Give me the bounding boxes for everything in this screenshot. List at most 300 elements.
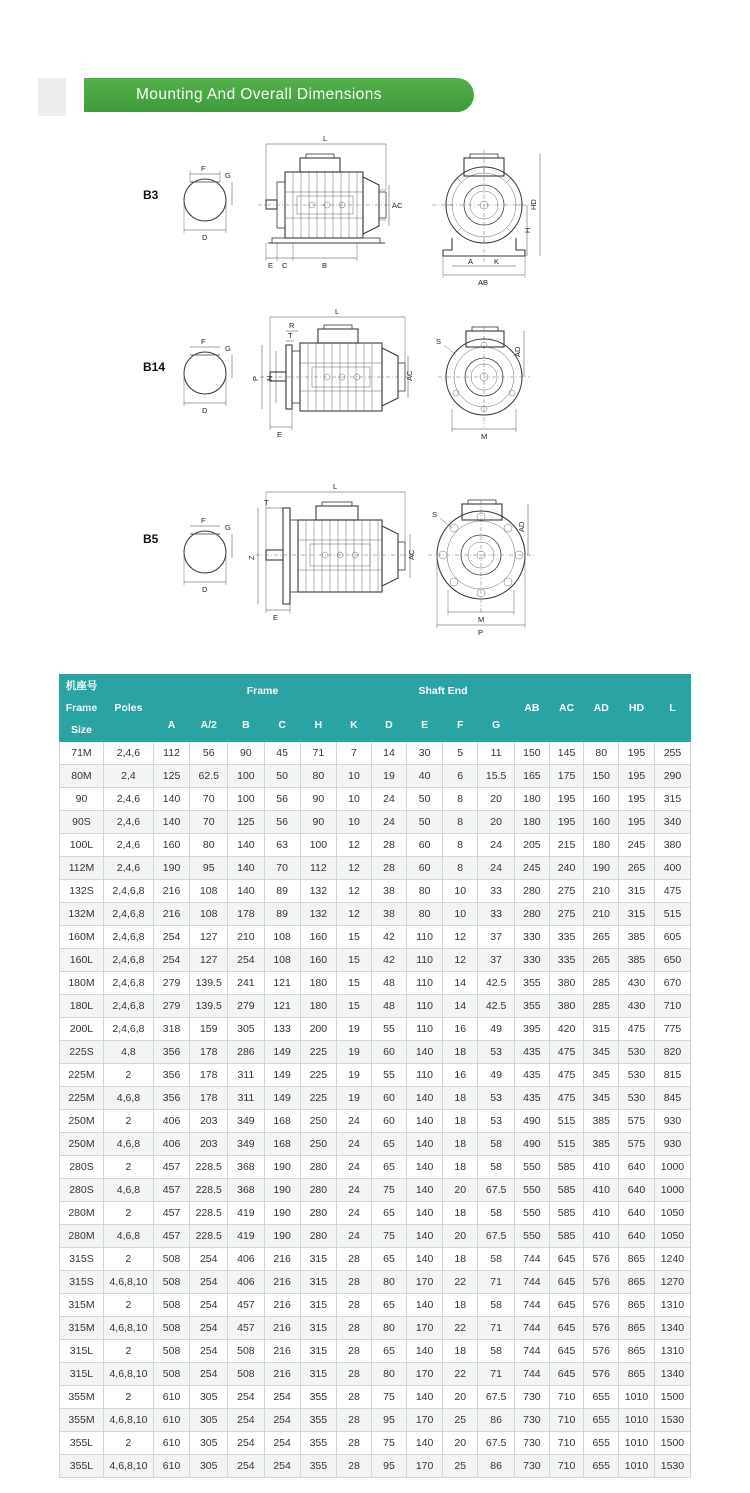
cell-value: 15 [336, 972, 371, 995]
cell-poles: 2,4 [103, 765, 153, 788]
cell-value: 305 [190, 1455, 228, 1478]
cell-value: 250 [300, 1110, 336, 1133]
svg-text:E: E [277, 430, 283, 439]
cell-value: 265 [584, 949, 619, 972]
svg-text:M: M [481, 432, 488, 441]
cell-value: 1000 [654, 1179, 690, 1202]
cell-value: 170 [406, 1455, 442, 1478]
cell-value: 20 [443, 1225, 478, 1248]
cell-value: 20 [443, 1179, 478, 1202]
cell-frame-size: 180L [60, 995, 104, 1018]
cell-value: 640 [619, 1156, 655, 1179]
cell-value: 1050 [654, 1202, 690, 1225]
cell-value: 315 [300, 1294, 336, 1317]
cell-value: 280 [515, 880, 550, 903]
cell-value: 406 [228, 1271, 264, 1294]
cell-value: 127 [190, 926, 228, 949]
cell-value: 80 [300, 765, 336, 788]
cell-value: 60 [406, 834, 442, 857]
col-k: K [336, 708, 371, 742]
table-row [60, 788, 691, 811]
cell-value: 245 [515, 857, 550, 880]
cell-value: 49 [478, 1018, 515, 1041]
cell-value: 159 [190, 1018, 228, 1041]
cell-value: 345 [584, 1041, 619, 1064]
cell-value: 670 [654, 972, 690, 995]
cell-value: 132 [300, 903, 336, 926]
cell-value: 50 [406, 811, 442, 834]
col-hd: HD [619, 675, 655, 742]
cell-value: 610 [153, 1386, 189, 1409]
cell-value: 215 [549, 834, 584, 857]
cell-value: 178 [190, 1087, 228, 1110]
cell-value: 22 [443, 1363, 478, 1386]
cell-value: 195 [549, 811, 584, 834]
cell-value: 419 [228, 1202, 264, 1225]
cell-value: 24 [336, 1225, 371, 1248]
cell-value: 575 [619, 1133, 655, 1156]
cell-value: 240 [549, 857, 584, 880]
cell-value: 203 [190, 1133, 228, 1156]
table-row [60, 1409, 691, 1432]
svg-text:H: H [523, 227, 532, 233]
cell-value: 530 [619, 1087, 655, 1110]
cell-value: 28 [336, 1317, 371, 1340]
cell-value: 65 [371, 1248, 406, 1271]
cell-value: 645 [549, 1317, 584, 1340]
cell-value: 12 [443, 949, 478, 972]
cell-value: 315 [300, 1271, 336, 1294]
cell-value: 585 [549, 1179, 584, 1202]
cell-value: 356 [153, 1087, 189, 1110]
cell-value: 216 [264, 1271, 300, 1294]
cell-poles: 2 [103, 1202, 153, 1225]
figure-b3-label: B3 [143, 188, 159, 202]
cell-value: 216 [264, 1294, 300, 1317]
group-shaft-end: Shaft End [371, 675, 514, 709]
cell-value: 205 [515, 834, 550, 857]
cell-value: 330 [515, 949, 550, 972]
cell-value: 508 [228, 1363, 264, 1386]
cell-value: 655 [584, 1409, 619, 1432]
cell-value: 254 [228, 1386, 264, 1409]
cell-value: 140 [406, 1248, 442, 1271]
svg-text:D: D [202, 406, 208, 415]
cell-value: 19 [336, 1018, 371, 1041]
cell-value: 575 [619, 1110, 655, 1133]
cell-value: 845 [654, 1087, 690, 1110]
cell-value: 254 [190, 1363, 228, 1386]
cell-value: 195 [619, 742, 655, 765]
cell-value: 90 [300, 788, 336, 811]
header-tab-block [38, 78, 66, 116]
cell-value: 75 [371, 1225, 406, 1248]
cell-value: 730 [515, 1409, 550, 1432]
cell-value: 80 [190, 834, 228, 857]
cell-frame-size: 112M [60, 857, 104, 880]
cell-value: 610 [153, 1432, 189, 1455]
cell-value: 10 [336, 811, 371, 834]
cell-value: 175 [549, 765, 584, 788]
col-e: E [406, 708, 442, 742]
cell-value: 45 [264, 742, 300, 765]
cell-value: 12 [336, 857, 371, 880]
cell-frame-size: 315M [60, 1294, 104, 1317]
cell-value: 410 [584, 1156, 619, 1179]
cell-value: 67.5 [478, 1432, 515, 1455]
table-row [60, 834, 691, 857]
cell-value: 550 [515, 1156, 550, 1179]
cell-value: 127 [190, 949, 228, 972]
cell-value: 576 [584, 1271, 619, 1294]
cell-value: 744 [515, 1363, 550, 1386]
cell-value: 180 [300, 995, 336, 1018]
cell-value: 160 [300, 949, 336, 972]
cell-frame-size: 250M [60, 1110, 104, 1133]
cell-value: 168 [264, 1110, 300, 1133]
cell-value: 160 [584, 788, 619, 811]
cell-value: 49 [478, 1064, 515, 1087]
table-row [60, 1248, 691, 1271]
cell-frame-size: 200L [60, 1018, 104, 1041]
cell-value: 490 [515, 1133, 550, 1156]
cell-frame-size: 80M [60, 765, 104, 788]
col-l: L [654, 675, 690, 742]
cell-value: 140 [153, 811, 189, 834]
cell-value: 37 [478, 949, 515, 972]
cell-value: 25 [443, 1409, 478, 1432]
table-row [60, 1455, 691, 1478]
cell-value: 195 [619, 788, 655, 811]
cell-value: 280 [515, 903, 550, 926]
cell-frame-size: 90S [60, 811, 104, 834]
svg-text:A: A [468, 257, 474, 266]
cell-value: 110 [406, 949, 442, 972]
cell-value: 225 [300, 1064, 336, 1087]
cell-value: 180 [515, 811, 550, 834]
figure-b14-label: B14 [143, 360, 166, 374]
svg-text:AD: AD [517, 521, 526, 532]
figure-b3-drawing [0, 130, 750, 305]
cell-value: 744 [515, 1248, 550, 1271]
page-title: Mounting And Overall Dimensions [136, 86, 382, 103]
cell-value: 216 [153, 903, 189, 926]
cell-value: 100 [228, 765, 264, 788]
cell-value: 38 [371, 903, 406, 926]
cell-value: 190 [264, 1156, 300, 1179]
cell-value: 80 [371, 1363, 406, 1386]
cell-value: 8 [443, 857, 478, 880]
cell-value: 140 [153, 788, 189, 811]
table-row [60, 1087, 691, 1110]
cell-value: 457 [228, 1294, 264, 1317]
svg-text:L: L [333, 482, 338, 491]
cell-value: 200 [300, 1018, 336, 1041]
svg-text:AC: AC [392, 201, 403, 210]
cell-value: 28 [336, 1409, 371, 1432]
cell-value: 100 [300, 834, 336, 857]
cell-value: 140 [228, 834, 264, 857]
cell-value: 1340 [654, 1317, 690, 1340]
cell-value: 58 [478, 1202, 515, 1225]
cell-poles: 2 [103, 1064, 153, 1087]
cell-value: 406 [153, 1110, 189, 1133]
cell-value: 815 [654, 1064, 690, 1087]
cell-poles: 2,4,6 [103, 742, 153, 765]
col-b: B [228, 708, 264, 742]
header-banner [84, 78, 474, 112]
table-row [60, 1340, 691, 1363]
cell-value: 53 [478, 1041, 515, 1064]
cell-value: 385 [619, 949, 655, 972]
cell-value: 20 [478, 788, 515, 811]
svg-text:S: S [436, 337, 442, 346]
cell-value: 140 [406, 1156, 442, 1179]
cell-value: 216 [264, 1317, 300, 1340]
cell-value: 75 [371, 1179, 406, 1202]
cell-value: 58 [478, 1294, 515, 1317]
cell-value: 550 [515, 1202, 550, 1225]
cell-value: 22 [443, 1271, 478, 1294]
cell-value: 865 [619, 1317, 655, 1340]
cell-value: 865 [619, 1294, 655, 1317]
cell-value: 315 [619, 903, 655, 926]
cell-frame-size: 225M [60, 1064, 104, 1087]
cell-frame-size: 100L [60, 834, 104, 857]
svg-text:N: N [265, 375, 274, 381]
cell-value: 550 [515, 1225, 550, 1248]
cell-poles: 2 [103, 1110, 153, 1133]
cell-value: 80 [371, 1317, 406, 1340]
cell-value: 203 [190, 1110, 228, 1133]
cell-value: 149 [264, 1064, 300, 1087]
cell-value: 245 [619, 834, 655, 857]
cell-value: 8 [443, 788, 478, 811]
svg-text:L: L [323, 134, 328, 143]
cell-value: 345 [584, 1064, 619, 1087]
drawings-area [0, 130, 750, 660]
svg-text:M: M [478, 615, 485, 624]
cell-value: 335 [549, 926, 584, 949]
cell-value: 180 [515, 788, 550, 811]
table-row [60, 1064, 691, 1087]
cell-value: 70 [190, 811, 228, 834]
cell-value: 110 [406, 1018, 442, 1041]
cell-value: 150 [584, 765, 619, 788]
cell-value: 645 [549, 1294, 584, 1317]
cell-value: 865 [619, 1363, 655, 1386]
cell-value: 655 [584, 1432, 619, 1455]
cell-value: 121 [264, 995, 300, 1018]
cell-value: 65 [371, 1202, 406, 1225]
svg-text:HD: HD [529, 199, 538, 210]
cell-poles: 4,6,8,10 [103, 1317, 153, 1340]
cell-value: 435 [515, 1064, 550, 1087]
cell-value: 1010 [619, 1432, 655, 1455]
cell-value: 28 [371, 834, 406, 857]
cell-value: 178 [190, 1064, 228, 1087]
cell-value: 190 [153, 857, 189, 880]
table-row [60, 1041, 691, 1064]
cell-value: 585 [549, 1156, 584, 1179]
svg-text:T: T [264, 498, 269, 507]
svg-text:G: G [225, 344, 231, 353]
cell-value: 250 [300, 1133, 336, 1156]
cell-value: 24 [336, 1179, 371, 1202]
cell-value: 640 [619, 1179, 655, 1202]
table-row [60, 1271, 691, 1294]
cell-poles: 2,4,6 [103, 811, 153, 834]
cell-value: 75 [371, 1386, 406, 1409]
cell-value: 254 [190, 1294, 228, 1317]
cell-value: 15 [336, 926, 371, 949]
cell-value: 710 [549, 1455, 584, 1478]
svg-text:C: C [282, 261, 288, 270]
cell-value: 368 [228, 1156, 264, 1179]
cell-value: 216 [264, 1340, 300, 1363]
cell-value: 133 [264, 1018, 300, 1041]
cell-value: 140 [406, 1041, 442, 1064]
cell-value: 14 [371, 742, 406, 765]
cell-poles: 4,6,8,10 [103, 1409, 153, 1432]
cell-value: 576 [584, 1363, 619, 1386]
cell-value: 60 [371, 1041, 406, 1064]
cell-value: 315 [584, 1018, 619, 1041]
cell-value: 24 [336, 1110, 371, 1133]
cell-value: 58 [478, 1340, 515, 1363]
cell-value: 89 [264, 903, 300, 926]
cell-value: 865 [619, 1271, 655, 1294]
cell-value: 190 [264, 1202, 300, 1225]
cell-frame-size: 355L [60, 1432, 104, 1455]
cell-value: 515 [549, 1110, 584, 1133]
cell-value: 228.5 [190, 1225, 228, 1248]
cell-value: 125 [228, 811, 264, 834]
svg-text:S: S [432, 510, 438, 519]
figure-b5-drawing [0, 480, 750, 660]
cell-value: 650 [654, 949, 690, 972]
cell-value: 24 [336, 1202, 371, 1225]
figure-b14 [0, 305, 750, 480]
cell-value: 71 [478, 1271, 515, 1294]
cell-value: 254 [190, 1271, 228, 1294]
table-head [60, 675, 691, 742]
table-row [60, 1018, 691, 1041]
cell-value: 6 [443, 765, 478, 788]
cell-value: 65 [371, 1133, 406, 1156]
cell-value: 18 [443, 1087, 478, 1110]
cell-value: 55 [371, 1018, 406, 1041]
cell-poles: 2 [103, 1386, 153, 1409]
cell-frame-size: 355L [60, 1455, 104, 1478]
cell-value: 20 [443, 1386, 478, 1409]
cell-frame-size: 160M [60, 926, 104, 949]
cell-frame-size: 250M [60, 1133, 104, 1156]
cell-value: 24 [336, 1133, 371, 1156]
cell-value: 63 [264, 834, 300, 857]
cell-value: 311 [228, 1087, 264, 1110]
cell-value: 11 [478, 742, 515, 765]
col-a: A [153, 708, 189, 742]
cell-poles: 4,6,8 [103, 1087, 153, 1110]
cell-value: 24 [478, 834, 515, 857]
cell-value: 286 [228, 1041, 264, 1064]
cell-value: 1270 [654, 1271, 690, 1294]
cell-poles: 2,4,6,8 [103, 949, 153, 972]
cell-value: 75 [371, 1432, 406, 1455]
cell-value: 279 [228, 995, 264, 1018]
cell-value: 19 [336, 1064, 371, 1087]
svg-text:D: D [202, 585, 208, 594]
table-row [60, 1179, 691, 1202]
cell-value: 279 [153, 995, 189, 1018]
cell-value: 290 [654, 765, 690, 788]
svg-text:E: E [268, 261, 274, 270]
svg-text:K: K [494, 257, 500, 266]
table-row [60, 1432, 691, 1455]
cell-value: 108 [264, 926, 300, 949]
cell-value: 275 [549, 880, 584, 903]
page-root [0, 78, 750, 1493]
cell-poles: 2 [103, 1156, 153, 1179]
cell-value: 70 [190, 788, 228, 811]
cell-value: 65 [371, 1294, 406, 1317]
table-header-row-1 [60, 675, 691, 709]
cell-value: 30 [406, 742, 442, 765]
cell-value: 71 [478, 1363, 515, 1386]
cell-value: 775 [654, 1018, 690, 1041]
cell-value: 744 [515, 1340, 550, 1363]
cell-value: 160 [153, 834, 189, 857]
cell-value: 585 [549, 1202, 584, 1225]
cell-value: 930 [654, 1133, 690, 1156]
cell-value: 610 [153, 1409, 189, 1432]
cell-value: 24 [336, 1156, 371, 1179]
cell-value: 435 [515, 1041, 550, 1064]
table-row [60, 1363, 691, 1386]
cell-value: 210 [584, 880, 619, 903]
cell-value: 108 [190, 880, 228, 903]
cell-value: 254 [190, 1248, 228, 1271]
cell-value: 190 [584, 857, 619, 880]
cell-value: 110 [406, 1064, 442, 1087]
cell-poles: 2,4,6,8 [103, 1018, 153, 1041]
table-row [60, 949, 691, 972]
cell-value: 355 [300, 1386, 336, 1409]
table-row [60, 995, 691, 1018]
cell-value: 280 [300, 1202, 336, 1225]
cell-value: 385 [584, 1110, 619, 1133]
col-ac: AC [549, 675, 584, 742]
svg-text:G: G [225, 171, 231, 180]
cell-value: 33 [478, 880, 515, 903]
cell-value: 7 [336, 742, 371, 765]
cell-value: 305 [190, 1432, 228, 1455]
svg-text:T: T [288, 331, 293, 340]
cell-value: 180 [584, 834, 619, 857]
cell-value: 112 [153, 742, 189, 765]
cell-value: 865 [619, 1340, 655, 1363]
cell-value: 730 [515, 1432, 550, 1455]
cell-value: 178 [228, 903, 264, 926]
cell-frame-size: 355M [60, 1409, 104, 1432]
cell-value: 406 [228, 1248, 264, 1271]
svg-text:P: P [478, 628, 484, 637]
cell-poles: 2 [103, 1248, 153, 1271]
cell-value: 1530 [654, 1455, 690, 1478]
cell-value: 315 [654, 788, 690, 811]
cell-value: 655 [584, 1455, 619, 1478]
